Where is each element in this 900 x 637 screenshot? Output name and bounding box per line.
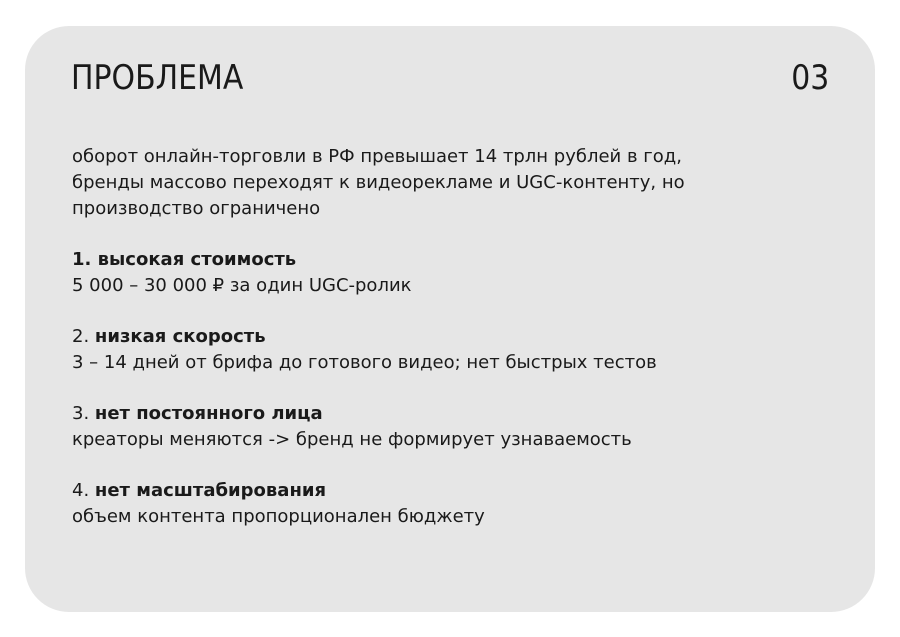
slide-title: ПРОБЛЕМА <box>71 58 244 98</box>
problem-item-scaling <box>72 478 832 530</box>
slide-number: 03 <box>790 58 829 98</box>
intro-line-2: бренды массово переходят к видеорекламе и UGC-контенту, но <box>72 172 685 193</box>
problem-heading <box>72 324 832 350</box>
problem-number: 2. <box>72 326 95 347</box>
problem-description: 3 – 14 дней от брифа до готового видео; нет быстрых тестов <box>72 352 657 373</box>
problem-heading <box>72 401 832 427</box>
intro-line-3: производство ограничено <box>72 198 321 219</box>
problem-title: нет постоянного лица <box>94 403 323 424</box>
problem-description: 5 000 – 30 000 ₽ за один UGC-ролик <box>72 275 412 296</box>
problem-item-cost <box>72 247 832 299</box>
problem-heading <box>72 247 832 273</box>
problem-description: объем контента пропорционален бюджету <box>72 506 485 527</box>
problem-title: нет масштабирования <box>94 480 327 501</box>
problem-item-face <box>72 401 832 453</box>
problem-title: высокая стоимость <box>97 249 297 270</box>
intro-line-1: оборот онлайн-торговли в РФ превышает 14 трлн рублей в год, <box>72 146 682 167</box>
slide-content <box>72 144 832 555</box>
problem-title: низкая скорость <box>94 326 266 347</box>
problem-number: 3. <box>72 403 95 424</box>
problem-description: креаторы меняются -> бренд не формирует узнаваемость <box>72 429 632 450</box>
intro-paragraph <box>72 144 832 222</box>
problem-number: 4. <box>72 480 95 501</box>
problem-heading <box>72 478 832 504</box>
slide-card <box>25 26 875 612</box>
problem-item-speed <box>72 324 832 376</box>
problem-number: 1. <box>72 249 98 270</box>
